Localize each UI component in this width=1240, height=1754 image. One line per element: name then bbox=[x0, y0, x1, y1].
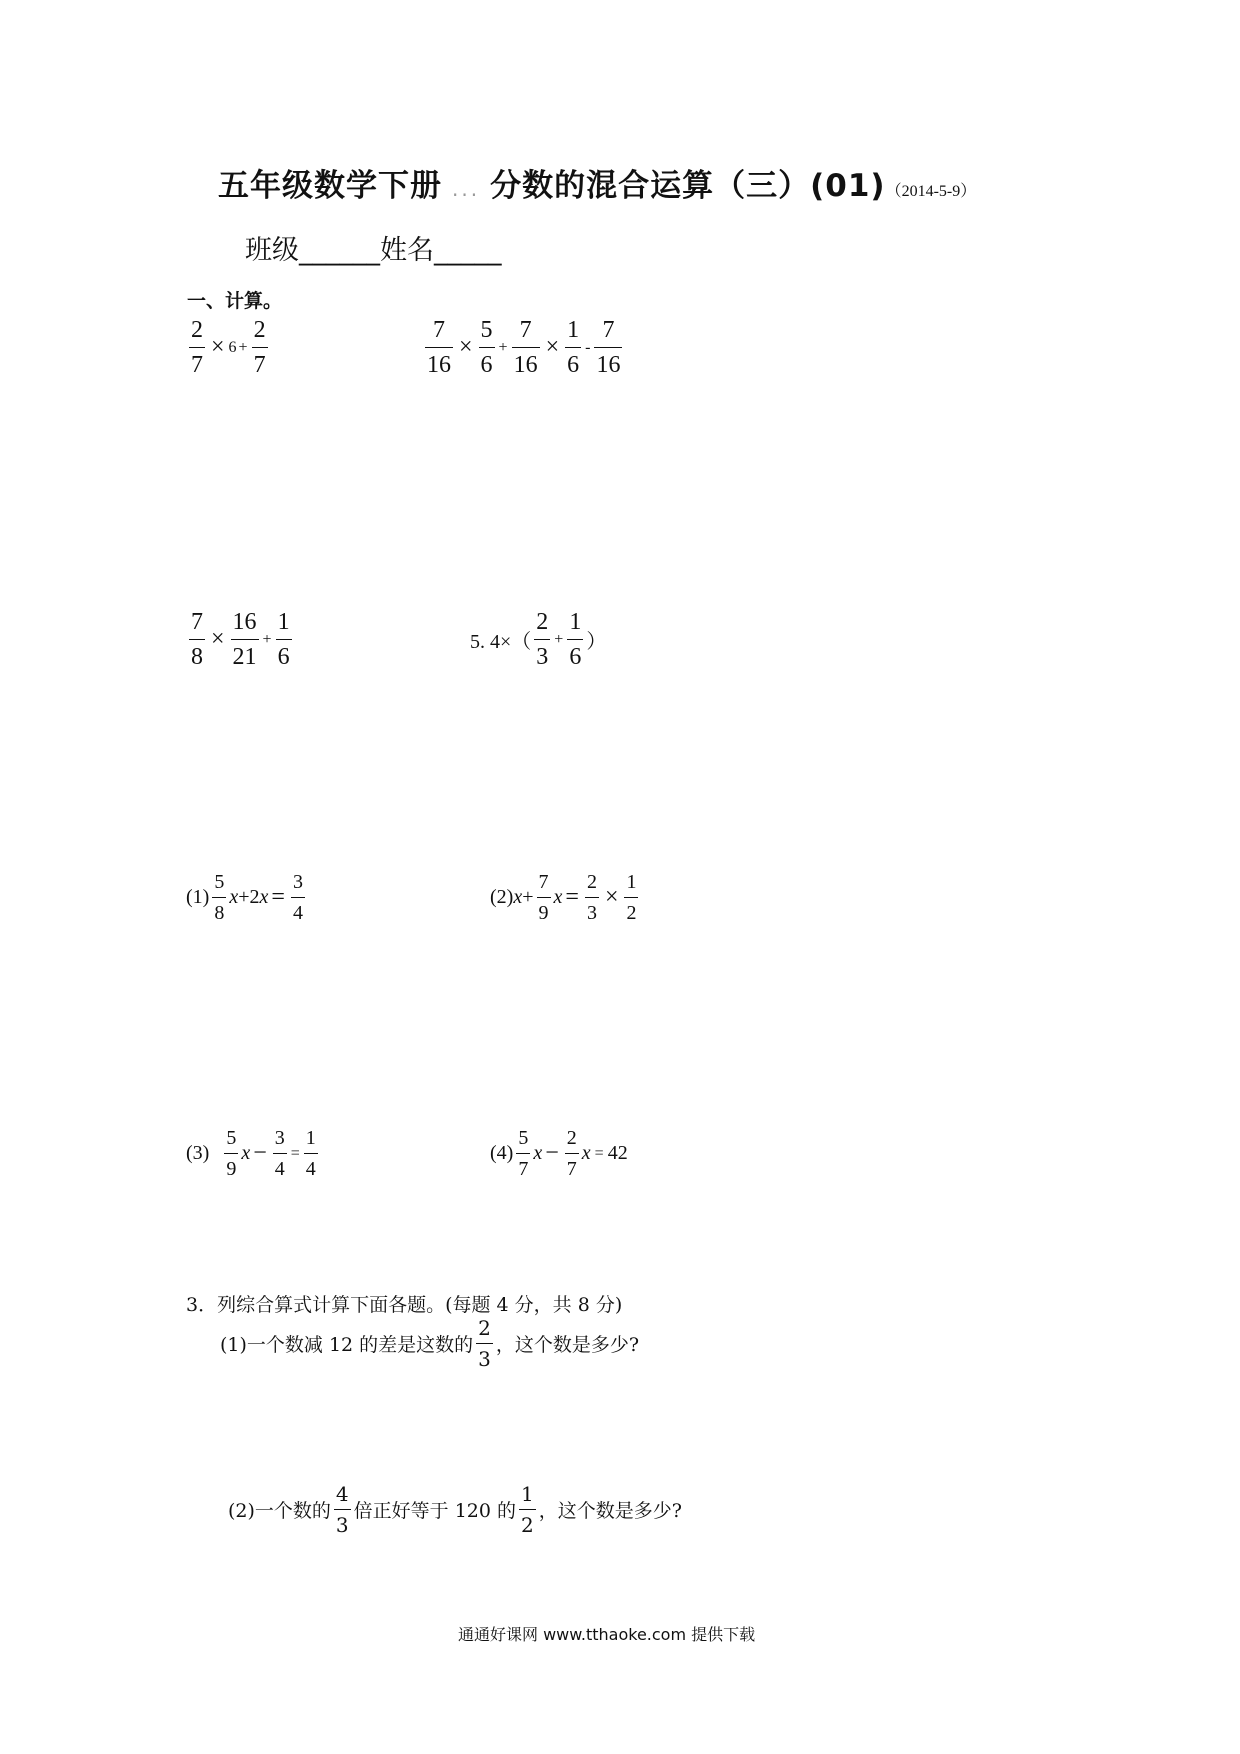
fraction bbox=[479, 318, 495, 377]
denominator: 2 bbox=[624, 897, 638, 923]
fraction bbox=[512, 318, 540, 377]
equation-label: (4) bbox=[490, 1142, 514, 1164]
name-blank: _____ bbox=[434, 235, 502, 266]
problem-2 bbox=[422, 318, 625, 377]
title-date: （2014-5-9） bbox=[885, 183, 977, 200]
equation-label: (1) bbox=[186, 886, 210, 908]
problem-1 bbox=[186, 318, 271, 377]
equation-3 bbox=[186, 1128, 321, 1179]
variable-x: x bbox=[533, 1142, 543, 1164]
denominator: 7 bbox=[565, 1153, 579, 1179]
denominator: 9 bbox=[224, 1153, 238, 1179]
class-label: 班级 bbox=[245, 235, 299, 266]
title-dots: ... bbox=[452, 177, 481, 201]
problem-3 bbox=[186, 610, 295, 669]
numerator: 2 bbox=[478, 1316, 491, 1340]
numerator: 2 bbox=[191, 317, 203, 343]
denominator: 3 bbox=[334, 1509, 351, 1535]
numerator: 1 bbox=[567, 317, 580, 343]
word-problem-2 bbox=[228, 1484, 682, 1535]
fraction bbox=[565, 1128, 579, 1179]
title-part1: 五年级数学下册 bbox=[218, 168, 442, 204]
fraction bbox=[519, 1484, 536, 1535]
variable-x: x bbox=[513, 886, 523, 908]
plus-sign: + bbox=[262, 630, 272, 648]
class-blank: ______ bbox=[299, 235, 380, 266]
title-part2: 分数的混合运算（三）(01) bbox=[490, 168, 886, 204]
denominator: 3 bbox=[534, 639, 550, 669]
numerator: 5 bbox=[518, 1127, 529, 1149]
denominator: 9 bbox=[537, 897, 551, 923]
fraction bbox=[304, 1128, 318, 1179]
fraction bbox=[516, 1128, 530, 1179]
fraction bbox=[624, 872, 638, 923]
denominator: 16 bbox=[512, 347, 540, 377]
fraction bbox=[212, 872, 226, 923]
variable-x: x bbox=[553, 886, 563, 908]
variable-x: x bbox=[259, 886, 269, 908]
plus-sign: + bbox=[238, 338, 248, 356]
numerator: 7 bbox=[538, 871, 549, 893]
fraction bbox=[231, 610, 259, 669]
student-info bbox=[245, 228, 502, 267]
question-text: (2)一个数的 bbox=[228, 1500, 331, 1522]
plus-sign: + bbox=[498, 338, 508, 356]
minus-sign: − bbox=[253, 1140, 267, 1166]
denominator: 16 bbox=[425, 347, 453, 377]
fraction bbox=[565, 318, 581, 377]
numerator: 1 bbox=[626, 871, 637, 893]
numerator: 7 bbox=[519, 317, 532, 343]
fraction bbox=[189, 318, 205, 377]
equation-1 bbox=[186, 872, 308, 923]
numerator: 2 bbox=[586, 871, 597, 893]
denominator: 21 bbox=[231, 639, 259, 669]
denominator: 2 bbox=[519, 1509, 536, 1535]
denominator: 6 bbox=[567, 639, 583, 669]
denominator: 4 bbox=[291, 897, 305, 923]
fraction bbox=[534, 610, 550, 669]
fraction bbox=[224, 1128, 238, 1179]
denominator: 3 bbox=[585, 897, 599, 923]
fraction bbox=[567, 610, 583, 669]
footer-credit: 通通好课网 www.tthaoke.com 提供下载 bbox=[458, 1625, 756, 1644]
numerator: 3 bbox=[292, 871, 303, 893]
fraction bbox=[252, 318, 268, 377]
numerator: 3 bbox=[274, 1127, 285, 1149]
denominator: 7 bbox=[252, 347, 268, 377]
question-text: (1)一个数减 12 的差是这数的 bbox=[220, 1334, 474, 1356]
variable-x: x bbox=[241, 1142, 251, 1164]
times-sign: × bbox=[545, 334, 560, 360]
numerator: 5 bbox=[214, 871, 225, 893]
fraction bbox=[189, 610, 205, 669]
equation-label: (2) bbox=[490, 886, 514, 908]
numerator: 16 bbox=[232, 609, 257, 635]
times-sign: × bbox=[459, 334, 473, 360]
equals-sign: = bbox=[594, 1144, 604, 1162]
equals-sign: = bbox=[271, 884, 285, 910]
denominator: 4 bbox=[273, 1153, 287, 1179]
denominator: 6 bbox=[565, 347, 581, 377]
page-title bbox=[218, 160, 976, 205]
numerator: 1 bbox=[305, 1127, 316, 1149]
numerator: 1 bbox=[569, 609, 582, 635]
fraction bbox=[291, 872, 305, 923]
minus-sign: − bbox=[545, 1140, 559, 1166]
plus-sign: + bbox=[554, 630, 564, 648]
variable-x: x bbox=[229, 886, 239, 908]
word-problem-1 bbox=[220, 1318, 639, 1369]
fraction bbox=[273, 1128, 287, 1179]
question-text: ，这个数是多少? bbox=[495, 1334, 640, 1356]
fraction bbox=[476, 1318, 493, 1369]
times-sign: × bbox=[211, 334, 225, 360]
variable-x: x bbox=[581, 1142, 591, 1164]
plus-sign: + bbox=[522, 886, 534, 908]
fraction bbox=[425, 318, 453, 377]
numerator: 4 bbox=[335, 1482, 349, 1506]
name-label: 姓名 bbox=[380, 235, 434, 266]
numerator: 2 bbox=[536, 609, 549, 635]
equation-result: 42 bbox=[607, 1142, 628, 1164]
denominator: 4 bbox=[304, 1153, 318, 1179]
numerator: 2 bbox=[566, 1127, 577, 1149]
denominator: 8 bbox=[189, 639, 205, 669]
denominator: 16 bbox=[594, 347, 622, 377]
numerator: 1 bbox=[521, 1482, 534, 1506]
equation-label: (3) bbox=[186, 1142, 210, 1164]
numerator: 2 bbox=[253, 317, 266, 343]
question-text: 倍正好等于 120 的 bbox=[353, 1500, 517, 1522]
denominator: 6 bbox=[276, 639, 292, 669]
fraction bbox=[334, 1484, 351, 1535]
denominator: 8 bbox=[212, 897, 226, 923]
close-paren: ） bbox=[586, 631, 607, 653]
equals-sign: = bbox=[290, 1144, 300, 1162]
minus-sign: - bbox=[585, 338, 591, 356]
numerator: 1 bbox=[277, 609, 290, 635]
numerator: 5 bbox=[480, 317, 493, 343]
fraction bbox=[537, 872, 551, 923]
expression-lead: 5. 4×（ bbox=[470, 631, 532, 653]
numerator: 5 bbox=[226, 1127, 237, 1149]
equals-sign: = bbox=[565, 884, 579, 910]
problem-4 bbox=[470, 610, 606, 669]
denominator: 3 bbox=[476, 1343, 493, 1369]
denominator: 7 bbox=[189, 347, 205, 377]
numerator: 7 bbox=[602, 317, 615, 343]
fraction bbox=[594, 318, 622, 377]
times-sign: × bbox=[604, 884, 619, 910]
equation-4 bbox=[490, 1128, 628, 1179]
section-heading-calculate: 一、计算。 bbox=[187, 290, 283, 312]
section-heading-word-problems: 3．列综合算式计算下面各题。(每题 4 分，共 8 分) bbox=[186, 1294, 623, 1316]
equation-2 bbox=[490, 872, 641, 923]
fraction bbox=[585, 872, 599, 923]
denominator: 6 bbox=[479, 347, 495, 377]
operand: 6 bbox=[228, 338, 237, 356]
numerator: 7 bbox=[433, 317, 445, 343]
times-sign: × bbox=[211, 626, 225, 652]
denominator: 7 bbox=[516, 1153, 530, 1179]
fraction bbox=[276, 610, 292, 669]
question-text: ，这个数是多少? bbox=[538, 1500, 682, 1522]
numerator: 7 bbox=[191, 609, 203, 635]
plus-term: +2 bbox=[238, 886, 260, 908]
